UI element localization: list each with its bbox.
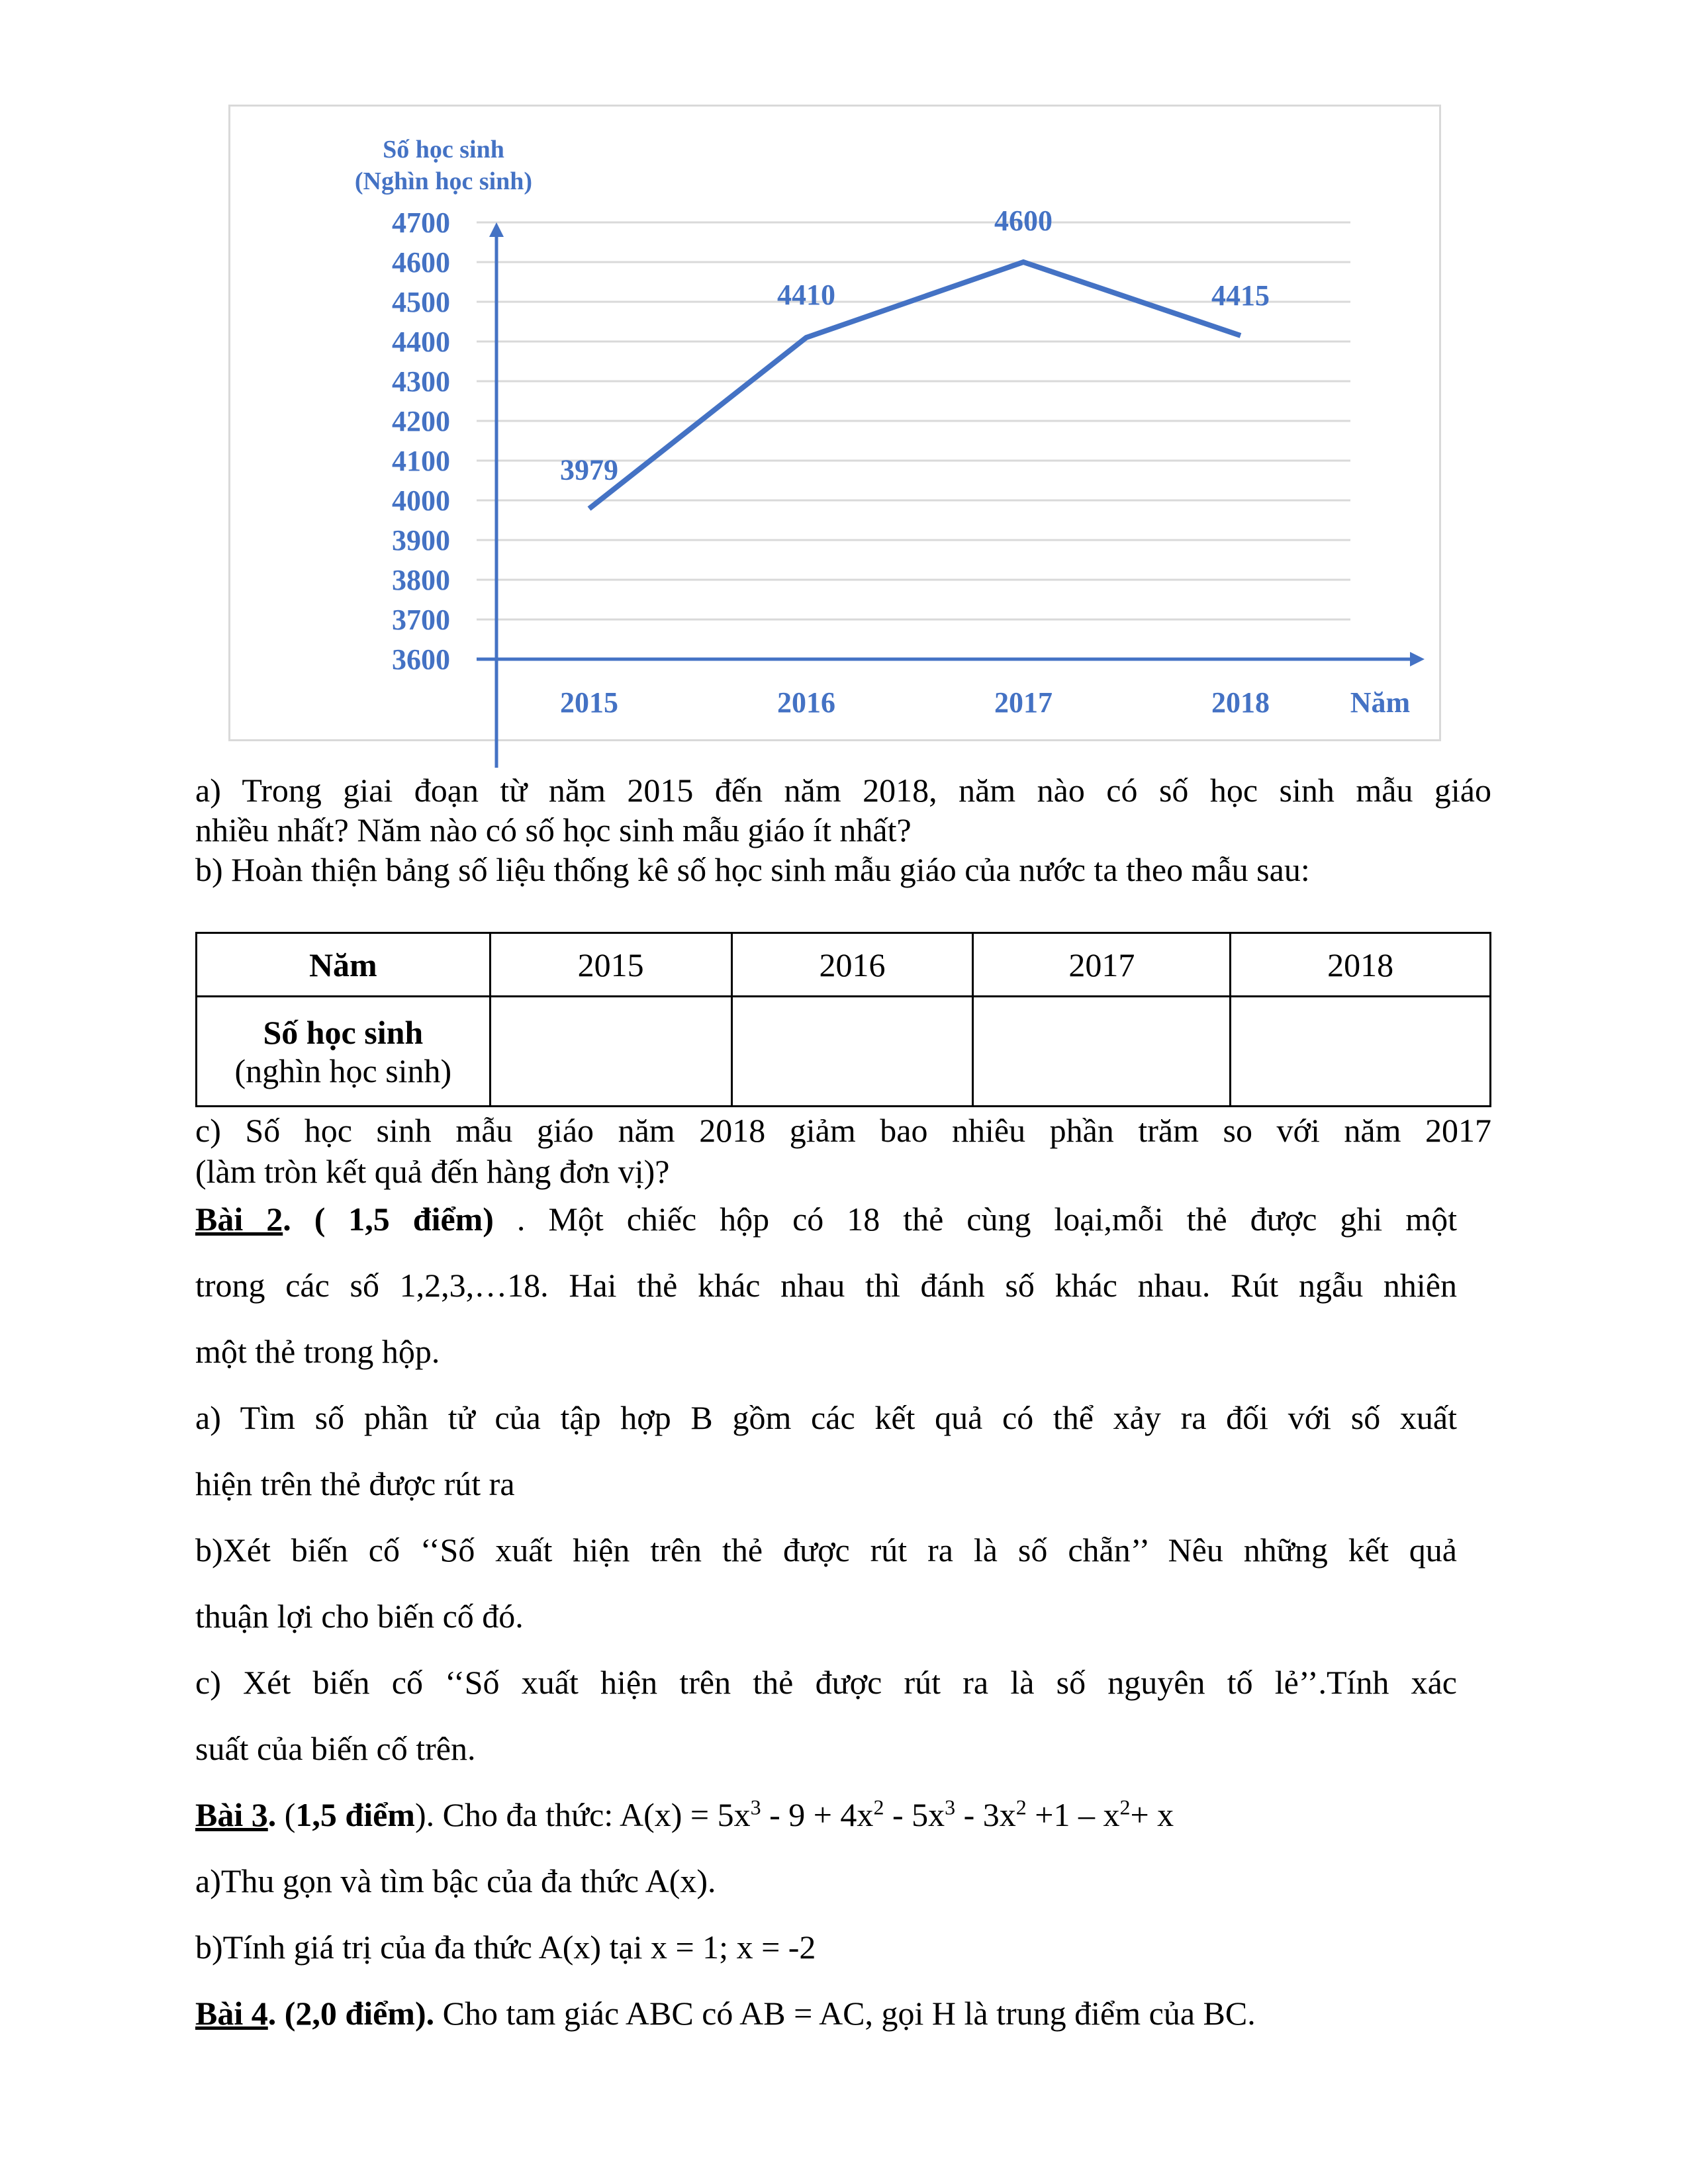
y-tick-label-4400: 4400 [392,326,450,358]
bai2-a-line2: hiện trên thẻ được rút ra [195,1465,515,1502]
question-1b: b) Hoàn thiện bảng số liệu thống kê số học sinh mẫu giáo của nước ta theo mẫu sau: [195,851,1310,888]
x-tick-label-2018: 2018 [1211,686,1270,719]
poly-part-1: - 9 + 4x [761,1796,874,1833]
y-tick-label-3800: 3800 [392,564,450,596]
table-header-nam: Năm [197,933,491,997]
bai2-intro: Bài 2. ( 1,5 điểm) . Một chiếc hộp có 18 thẻ cùng loại,mỗi thẻ được ghi một [195,1201,1458,1238]
x-tick-label-2017: 2017 [994,686,1053,719]
table-cell-2017[interactable] [973,997,1231,1107]
question-1c-line2: (làm tròn kết quả đến hàng đơn vị)? [195,1153,670,1190]
x-axis-title: Năm [1350,686,1411,719]
table-cell-2018[interactable] [1231,997,1491,1107]
y-axis-arrow [489,222,504,237]
poly-part-2: - 5x [884,1796,945,1833]
bai2-line3: một thẻ trong hộp. [195,1333,440,1370]
y-tick-label-4700: 4700 [392,206,450,239]
bai2-line2: trong các số 1,2,3,…18. Hai thẻ khác nhau thì đánh số khác nhau. Rút ngẫu nhiên [195,1267,1457,1304]
exp-3a: 3 [750,1795,761,1819]
table-header-row [197,933,1491,997]
bai3-score: 1,5 điểm [295,1796,415,1833]
bai2-b-line2: thuận lợi cho biến cố đó. [195,1598,524,1635]
data-label-2017: 4600 [994,205,1053,237]
line-chart [0,0,1688,774]
bai4-score: . (2,0 điểm). [267,1995,435,2032]
table-header-2015: 2015 [490,933,731,997]
bai2-c-line1: c) Xét biến cố ‘‘Số xuất hiện trên thẻ được rút ra là số nguyên tố lẻ’’.Tính xác [195,1664,1457,1701]
bai2-intro-rest: . Một chiếc hộp có 18 thẻ cùng loại,mỗi thẻ được ghi một [493,1201,1458,1238]
bai2-b-line1: b)Xét biến cố ‘‘Số xuất hiện trên thẻ được rút ra là số chẵn’’ Nêu những kết quả [195,1531,1457,1569]
y-axis-title-line2: (Nghìn học sinh) [354,167,533,195]
table-header-2018: 2018 [1231,933,1491,997]
x-axis-arrow [1410,652,1425,666]
bai3-intro-text: ). Cho đa thức: A(x) = 5x [414,1796,751,1833]
table-header-2017: 2017 [973,933,1231,997]
table-row [197,997,1491,1107]
table-header-2016: 2016 [731,933,973,997]
data-label-2018: 4415 [1211,279,1270,312]
question-1a-line1: a) Trong giai đoạn từ năm 2015 đến năm 2018, năm nào có số học sinh mẫu giáo [195,772,1491,809]
table-cell-2015[interactable] [490,997,731,1107]
bai3-title: Bài 3 [195,1796,268,1833]
row-label-line2: (nghìn học sinh) [234,1052,452,1089]
data-label-2016: 4410 [777,279,835,311]
exp-2b: 2 [1015,1795,1027,1819]
y-axis-title-line1: Số học sinh [383,136,504,163]
bai2-c-line2: suất của biến cố trên. [195,1730,476,1767]
exp-3b: 3 [945,1795,956,1819]
poly-part-4: +1 – x [1026,1796,1120,1833]
y-tick-label-3600: 3600 [392,643,450,676]
bai4-text: Cho tam giác ABC có AB = AC, gọi H là trung điểm của BC. [434,1995,1256,2032]
y-tick-label-4200: 4200 [392,405,450,437]
question-1c-line1: c) Số học sinh mẫu giáo năm 2018 giảm bao nhiêu phần trăm so với năm 2017 [195,1112,1491,1149]
data-label-2015: 3979 [560,453,618,486]
y-tick-label-4000: 4000 [392,484,450,517]
y-tick-label-4100: 4100 [392,445,450,477]
x-tick-label-2015: 2015 [560,686,618,719]
bai3-b: b)Tính giá trị của đa thức A(x) tại x = 1; x = -2 [195,1929,816,1966]
y-tick-label-3900: 3900 [392,524,450,557]
exp-2a: 2 [873,1795,884,1819]
poly-part-3: - 3x [955,1796,1016,1833]
stats-table [195,932,1491,1107]
bai3-a: a)Thu gọn và tìm bậc của đa thức A(x). [195,1862,716,1899]
bai2-a-line1: a) Tìm số phần tử của tập hợp B gồm các kết quả có thể xảy ra đối với số xuất [195,1399,1457,1436]
y-tick-label-3700: 3700 [392,604,450,636]
y-tick-label-4300: 4300 [392,365,450,398]
row-label-line1: Số học sinh [263,1013,424,1051]
bai3-intro: Bài 3. (1,5 điểm). Cho đa thức: $A(x) = 5x^3 - 9 + 4x^2 - 5x^3 - 3x^2 +1 - x^2+ x$ [195,1795,1174,1833]
poly-part-5: + x [1130,1796,1174,1833]
x-tick-label-2016: 2016 [777,686,835,719]
bai4 [195,1993,1546,2033]
bai2-title: Bài 2 [195,1201,283,1238]
y-tick-label-4500: 4500 [392,286,450,318]
table-row-label [197,997,491,1107]
bai4-title: Bài 4 [195,1995,268,2032]
bai2-score: ( 1,5 điểm) [314,1201,494,1238]
exp-2c: 2 [1119,1795,1131,1819]
y-tick-label-4600: 4600 [392,246,450,279]
series-line [589,262,1241,509]
question-1a-line2: nhiều nhất? Năm nào có số học sinh mẫu giáo ít nhất? [195,811,912,848]
table-cell-2016[interactable] [731,997,973,1107]
